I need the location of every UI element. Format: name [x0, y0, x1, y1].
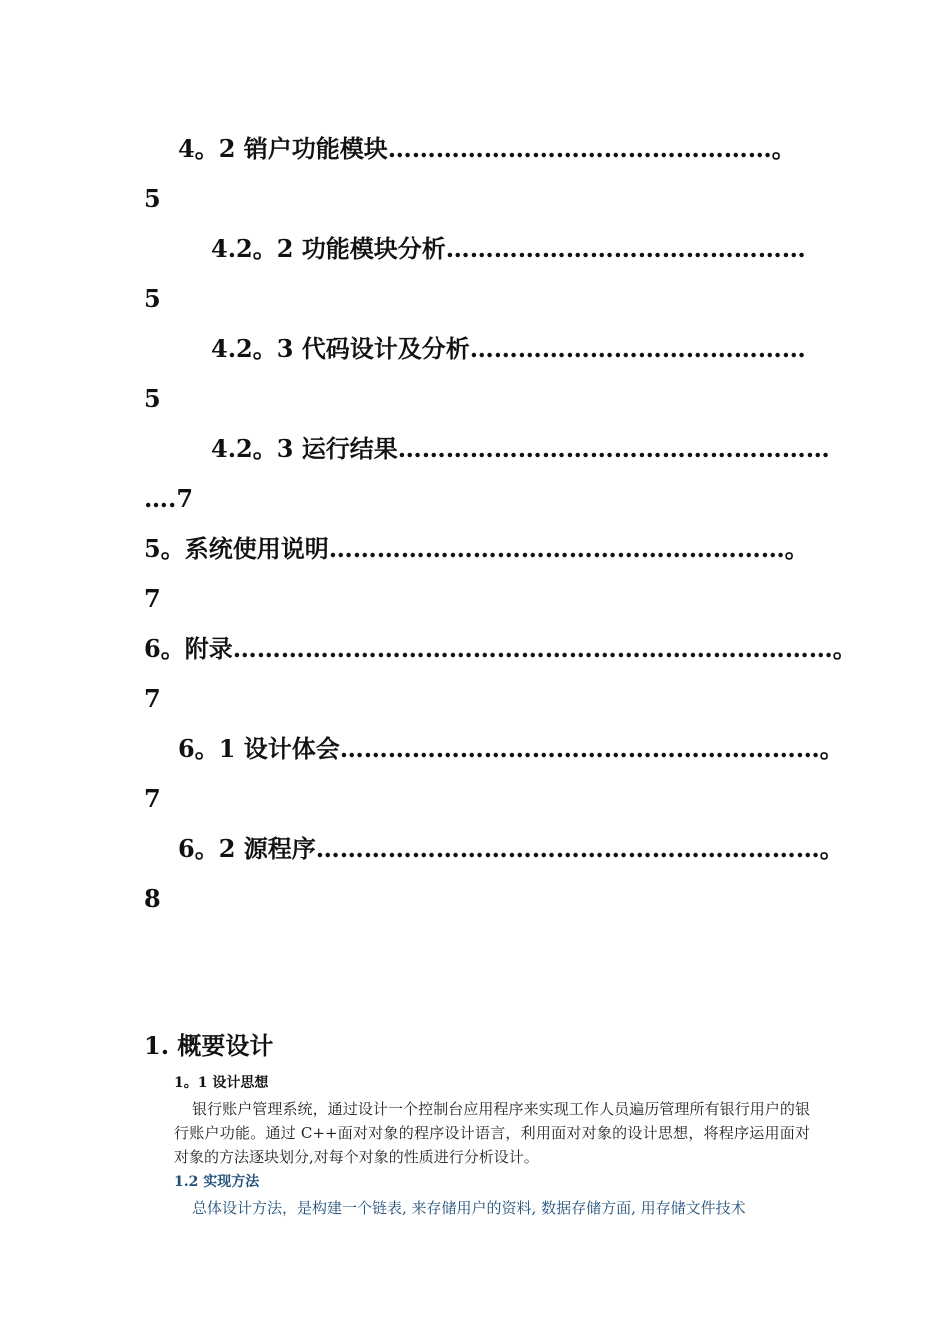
subsection-heading-design-idea: 1。1 设计思想	[174, 1075, 269, 1091]
toc-entry-5[interactable]: 5。系统使用说明…………………………………………………。	[144, 534, 809, 563]
paragraph-implementation: 总体设计方法，是构建一个链表, 来存储用户的资料, 数据存储方面, 用存储文件技术	[192, 1199, 746, 1217]
toc-page-number: 7	[144, 584, 161, 613]
toc-page-number: 7	[144, 784, 161, 813]
section-heading: 1. 概要设计	[144, 1031, 274, 1060]
toc-page-number: 7	[144, 684, 161, 713]
toc-entry-6-2[interactable]: 6。2 源程序………………………………………………………。	[178, 834, 844, 863]
paragraph-design-idea: 银行账户管理系统，通过设计一个控制台应用程序来实现工作人员遍历管理所有银行用户的银行账户功能。通过 C++面对对象的程序设计语言，利用面对对象的设计思想，将程序运用面对对象的方法逐块划分,对每个对象的性质进行分析设计。	[174, 1100, 810, 1166]
toc-page-number: 5	[144, 184, 161, 213]
toc-page-number: 5	[144, 384, 161, 413]
subsection-heading-implementation: 1.2 实现方法	[174, 1174, 260, 1190]
toc-entry-4-2-3-code[interactable]: 4.2。3 代码设计及分析……………………………………	[211, 334, 806, 363]
toc-entry-4-2[interactable]: 4。2 销户功能模块…………………………………………。	[178, 134, 796, 163]
toc-entry-4-2-3-run[interactable]: 4.2。3 运行结果………………………………………………	[211, 434, 830, 463]
toc-page-number: ….7	[144, 484, 194, 513]
toc-page-number: 8	[144, 884, 161, 913]
toc-entry-4-2-2[interactable]: 4.2。2 功能模块分析………………………………………	[211, 234, 806, 263]
toc-page-number: 5	[144, 284, 161, 313]
toc-entry-6-1[interactable]: 6。1 设计体会……………………………………………………。	[178, 734, 844, 763]
toc-entry-6[interactable]: 6。附录…………………………………………………………………。	[144, 634, 857, 663]
